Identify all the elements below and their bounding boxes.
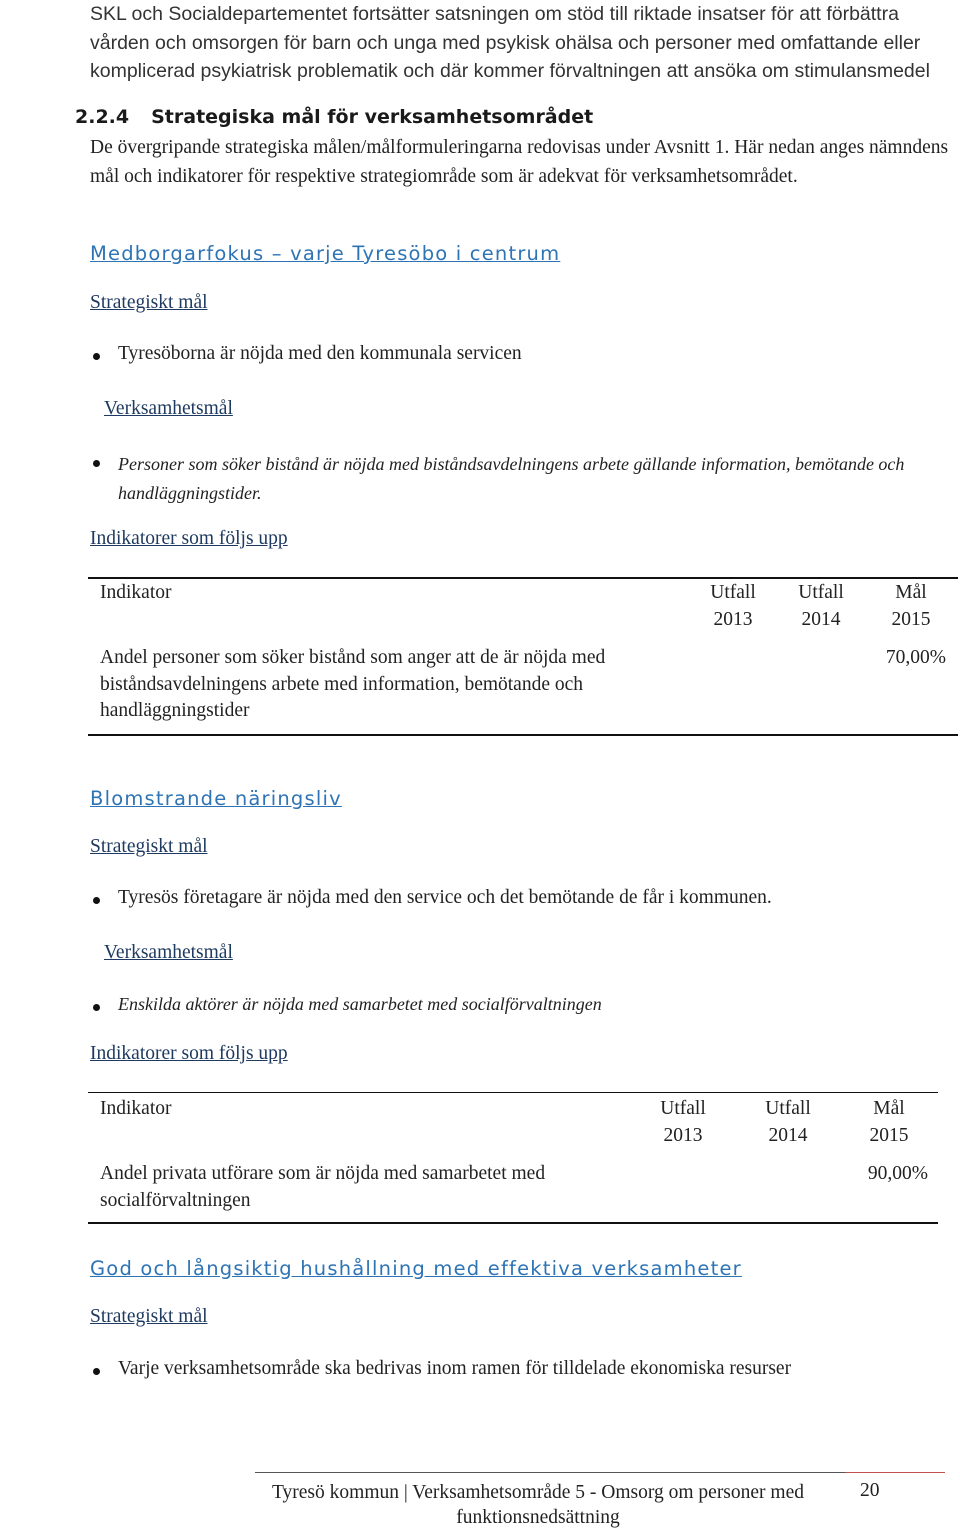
strategic-goal-label: Strategiskt mål	[90, 836, 208, 857]
table-header-outcome-2014: Utfall 2014	[765, 1098, 811, 1146]
page-number: 20	[860, 1480, 880, 1501]
bullet-icon	[93, 353, 100, 360]
area-heading-medborgarfokus: Medborgarfokus – varje Tyresöbo i centrum	[90, 242, 561, 265]
table-cell-target-2015: 70,00%	[885, 647, 946, 668]
strategic-goal-text: Tyresöborna är nöjda med den kommunala servicen	[118, 343, 522, 364]
bullet-icon	[93, 897, 100, 904]
bullet-icon	[93, 1368, 100, 1375]
section-heading	[75, 106, 593, 128]
strategic-goal-text: Tyresös företagare är nöjda med den service och det bemötande de får i kommunen.	[118, 887, 772, 908]
operational-goal-label: Verksamhetsmål	[104, 942, 233, 963]
strategic-goal-label: Strategiskt mål	[90, 1306, 208, 1327]
intro-paragraph: SKL och Socialdepartementet fortsätter satsningen om stöd till riktade insatser för att förbättra vården och omsorgen för barn och unga med psykisk ohälsa och personer med omfattande eller komplicerad psykiatrisk problematik och där kommer förvaltningen att ansöka om stimulansmedel	[90, 3, 930, 82]
table-cell-target-2015: 90,00%	[867, 1163, 928, 1184]
section-number: 2.2.4	[75, 106, 130, 128]
footer-rule	[255, 1472, 845, 1473]
table-bottom-rule	[88, 1222, 938, 1224]
indicators-label: Indikatorer som följs upp	[90, 528, 288, 549]
bullet-icon	[93, 460, 100, 467]
table-header-outcome-2014: Utfall 2014	[798, 582, 844, 630]
table-header-target-2015: Mål 2015	[891, 582, 931, 630]
operational-goal-text: Personer som söker bistånd är nöjda med biståndsavdelningens arbete gällande information, bemötande och handläggningstider.	[118, 454, 905, 503]
section-body: De övergripande strategiska målen/målformuleringarna redovisas under Avsnitt 1. Här nedan anges nämndens mål och indikatorer för respektive strategiområde som är adekvat för verksamhetsområdet.	[90, 137, 949, 187]
footer-text: Tyresö kommun | Verksamhetsområde 5 - Omsorg om personer med funktionsnedsättning	[271, 1482, 804, 1528]
table-cell-indicator: Andel privata utförare som är nöjda med samarbetet med socialförvaltningen	[100, 1163, 546, 1211]
bullet-icon	[93, 1004, 100, 1011]
table-top-rule	[88, 1092, 938, 1093]
operational-goal-label: Verksamhetsmål	[104, 398, 233, 419]
footer-accent-rule	[845, 1472, 945, 1473]
table-header-indicator: Indikator	[100, 582, 172, 603]
strategic-goal-text: Varje verksamhetsområde ska bedrivas inom ramen för tilldelade ekonomiska resurser	[118, 1358, 792, 1379]
table-header-target-2015: Mål 2015	[869, 1098, 909, 1146]
table-cell-indicator: Andel personer som söker bistånd som anger att de är nöjda med biståndsavdelningens arbete med information, bemötande och handläggningstider	[100, 647, 606, 721]
operational-goal-text: Enskilda aktörer är nöjda med samarbetet med socialförvaltningen	[118, 994, 602, 1014]
table-header-indicator: Indikator	[100, 1098, 172, 1119]
strategic-goal-label: Strategiskt mål	[90, 292, 208, 313]
table-header-outcome-2013: Utfall 2013	[660, 1098, 706, 1146]
area-heading-hushallning: God och långsiktig hushållning med effektiva verksamheter	[90, 1257, 742, 1280]
table-top-rule	[88, 577, 958, 579]
table-header-outcome-2013: Utfall 2013	[710, 582, 756, 630]
section-title: Strategiska mål för verksamhetsområdet	[151, 106, 594, 128]
table-bottom-rule	[88, 734, 958, 736]
area-heading-naringsliv: Blomstrande näringsliv	[90, 787, 342, 810]
indicators-label: Indikatorer som följs upp	[90, 1043, 288, 1064]
